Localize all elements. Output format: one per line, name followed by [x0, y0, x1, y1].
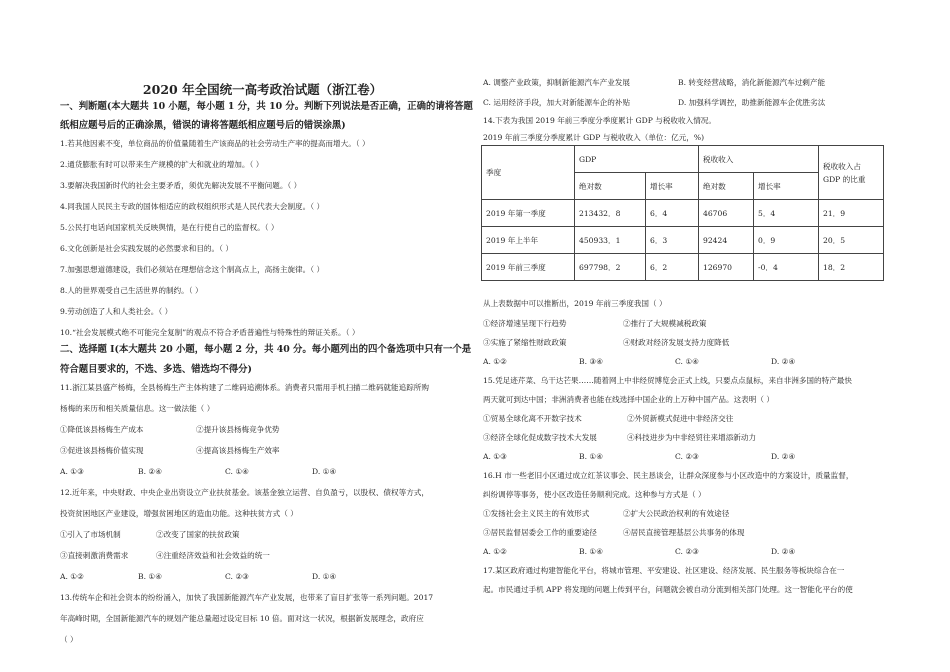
q13-stem-line1: 13.传统车企和社会资本的纷纷涌入，加快了我国新能源汽车产业发展，也带来了盲目扩张等一系列问题。2017 — [60, 593, 434, 602]
cell-ratio: 18．2 — [819, 254, 884, 281]
q13-option-c[interactable]: C. 运用经济手段，加大对新能源车企的补贴 — [483, 98, 631, 107]
q13-stem-line2: 年高峰时期，全国新能源汽车的规划产能总量超过设定目标 10 倍。面对这一状况，根据新发展理念，政府应 — [60, 614, 424, 623]
cell-period: 2019 年前三季度 — [482, 254, 575, 281]
header-tax-abs: 绝对数 — [699, 173, 754, 200]
q15-option-d[interactable]: D. ②④ — [771, 452, 796, 461]
cell-period: 2019 年第一季度 — [482, 200, 575, 227]
q15-statement-2: ②外贸新模式促进中非经济交往 — [627, 414, 734, 423]
q11-stem-line1: 11.浙江某县盛产杨梅，全县杨梅生产主体构建了二维码追溯体系。消费者只需用手机扫描二维码就能追踪所购 — [60, 383, 429, 392]
judgment-item-4: 4.同我国人民民主专政的国体相适应的政权组织形式是人民代表大会制度。（ ） — [60, 202, 325, 211]
q14-option-d[interactable]: D. ②④ — [771, 357, 796, 366]
q13-option-d[interactable]: D. 加强科学调控，助推新能源车企优胜劣汰 — [678, 98, 826, 107]
q17-stem-line2: 起。市民通过手机 APP 将发现的问题上传到平台，问题就会被自动分流到相关部门处理。这一智能化平台的使 — [483, 585, 853, 594]
q15-stem-line1: 15.凭足迹芹菜、乌干达芒果……随着网上中非经贸博览会正式上线，只要点点鼠标，来自非洲多国的特产最快 — [483, 376, 852, 385]
table-row — [482, 254, 884, 281]
judgment-item-3: 3.要解决我国新时代的社会主要矛盾，须优先解决发展不平衡问题。（ ） — [60, 181, 302, 190]
cell-tax-rate: 5．4 — [754, 200, 819, 227]
q12-statement-1: ①引入了市场机制 — [60, 530, 121, 539]
q12-option-c[interactable]: C. ②③ — [225, 572, 249, 581]
cell-gdp-rate: 6．4 — [646, 200, 699, 227]
judgment-item-9: 9.劳动创造了人和人类社会。（ ） — [60, 307, 173, 316]
header-period: 季度 — [482, 146, 575, 200]
cell-tax-abs: 126970 — [699, 254, 754, 281]
cell-tax-abs: 92424 — [699, 227, 754, 254]
cell-tax-abs: 46706 — [699, 200, 754, 227]
table-row — [482, 227, 884, 254]
q16-options — [483, 547, 867, 557]
q16-option-a[interactable]: A. ①② — [483, 547, 507, 556]
q14-stem: 14.下表为我国 2019 年前三季度分季度累计 GDP 与税收收入情况。 — [483, 116, 716, 125]
cell-ratio: 20．5 — [819, 227, 884, 254]
q16-statement-4: ④居民直接管理基层公共事务的体现 — [623, 528, 745, 537]
header-ratio: 税收收入占 GDP 的比重 — [819, 146, 884, 200]
q11-statement-4: ④提高该县杨梅生产效率 — [196, 446, 280, 455]
section2-heading-line2: 符合题目要求的，不选、多选、错选均不得分) — [60, 364, 252, 375]
section2-heading-line1: 二、选择题 I(本大题共 20 小题，每小题 2 分，共 40 分。每小题列出的四个备选项中只有一个是 — [60, 344, 472, 355]
cell-gdp-rate: 6．2 — [646, 254, 699, 281]
q14-options — [483, 357, 867, 367]
q16-statement-2: ②扩大公民政治权利的有效途径 — [623, 509, 730, 518]
q14-statement-3: ③实施了紧缩性财政政策 — [483, 338, 567, 347]
q12-stem-line2: 投资贫困地区产业建设，增强贫困地区的造血功能。这种扶贫方式（ ） — [60, 509, 298, 518]
q11-stem-line2: 杨梅的来历和相关质量信息。这一做法能（ ） — [60, 404, 215, 413]
q14-statement-4: ④财政对经济发展支持力度降低 — [623, 338, 730, 347]
q14-option-b[interactable]: B. ③④ — [579, 357, 604, 366]
judgment-item-8: 8.人的世界观受自己生活世界的制约。（ ） — [60, 286, 203, 295]
q11-statement-1: ①降低该县杨梅生产成本 — [60, 425, 144, 434]
q12-statement-3: ③直接刺激消费需求 — [60, 551, 129, 560]
judgment-item-7: 7.加强思想道德建设，我们必须站在理想信念这个制高点上，高扬主旋律。（ ） — [60, 265, 325, 274]
header-tax: 税收收入 — [699, 146, 819, 173]
judgment-item-10: 10.“社会发展模式绝不可能完全复制”的观点不符合矛盾普遍性与特殊性的辩证关系。（ ） — [60, 328, 360, 337]
judgment-item-1: 1.若其他因素不变，单位商品的价值量随着生产该商品的社会劳动生产率的提高而增大。（ ） — [60, 139, 370, 148]
q16-option-b[interactable]: B. ①④ — [579, 547, 604, 556]
q14-question: 从上表数据中可以推断出，2019 年前三季度我国（ ） — [483, 299, 667, 308]
q12-statement-4: ④注重经济效益和社会效益的统一 — [156, 551, 270, 560]
q16-statement-3: ③居民监督居委会工作的重要途径 — [483, 528, 597, 537]
q15-options — [483, 452, 867, 462]
q11-statement-2: ②提升该县杨梅竞争优势 — [196, 425, 280, 434]
section1-heading-line1: 一、判断题(本大题共 10 小题，每小题 1 分，共 10 分。判断下列说法是否正确，正确的请将答题 — [60, 101, 473, 112]
q11-option-a[interactable]: A. ①③ — [60, 467, 84, 476]
q14-statement-2: ②推行了大规模减税政策 — [623, 319, 707, 328]
q11-options — [60, 467, 399, 477]
section1-heading-line2: 纸相应题号后的正确涂黑，错误的请将答题纸相应题号后的错误涂黑) — [60, 120, 346, 131]
q15-option-b[interactable]: B. ①④ — [579, 452, 604, 461]
q14-table-caption: 2019 年前三季度分季度累计 GDP 与税收收入（单位：亿元，%) — [483, 133, 705, 142]
q16-stem-line1: 16.H 市一些老旧小区通过成立红茶议事会、民主恳谈会，让群众深度参与小区改造中的方案设计，质量监督， — [483, 471, 854, 480]
q15-statement-4: ④科技进步为中非经贸往来增添新动力 — [627, 433, 757, 442]
q15-statement-1: ①贸易全球化离不开数字技术 — [483, 414, 582, 423]
cell-tax-rate: 0．9 — [754, 227, 819, 254]
cell-gdp-abs: 213432．8 — [575, 200, 646, 227]
q12-options — [60, 572, 399, 582]
q15-option-c[interactable]: C. ②③ — [675, 452, 699, 461]
q16-stem-line2: 纠纷调停等事务，使小区改造任务顺利完成。这种参与方式是（ ） — [483, 490, 706, 499]
q14-option-c[interactable]: C. ①④ — [675, 357, 699, 366]
q13-option-b[interactable]: B. 转变经营战略，消化新能源汽车过剩产能 — [678, 78, 826, 87]
judgment-item-2: 2.通货膨胀有时可以带来生产规模的扩大和就业的增加。（ ） — [60, 160, 264, 169]
cell-gdp-abs: 697798．2 — [575, 254, 646, 281]
q15-statement-3: ③经济全球化促成数字技术大发展 — [483, 433, 597, 442]
cell-gdp-rate: 6．3 — [646, 227, 699, 254]
header-gdp: GDP — [575, 146, 699, 173]
q15-stem-line2: 两天就可到达中国；非洲消费者也能在线选择中国企业的上万种中国产品。这表明（ ） — [483, 395, 774, 404]
table-row — [482, 200, 884, 227]
q16-statement-1: ①发扬社会主义民主的有效形式 — [483, 509, 590, 518]
cell-period: 2019 年上半年 — [482, 227, 575, 254]
q16-option-c[interactable]: C. ②③ — [675, 547, 699, 556]
q11-option-b[interactable]: B. ②④ — [138, 467, 163, 476]
header-gdp-abs: 绝对数 — [575, 173, 646, 200]
q12-option-b[interactable]: B. ①④ — [138, 572, 163, 581]
judgment-item-5: 5.公民打电话向国家机关反映舆情，是在行使自己的监督权。（ ） — [60, 223, 279, 232]
cell-gdp-abs: 450933．1 — [575, 227, 646, 254]
header-gdp-rate: 增长率 — [646, 173, 699, 200]
q16-option-d[interactable]: D. ②④ — [771, 547, 796, 556]
judgment-item-6: 6.文化创新是社会实践发展的必然要求和目的。（ ） — [60, 244, 233, 253]
q14-statement-1: ①经济增速呈现下行趋势 — [483, 319, 567, 328]
cell-tax-rate: -0．4 — [754, 254, 819, 281]
header-tax-rate: 增长率 — [754, 173, 819, 200]
q12-statement-2: ②改变了国家的扶贫政策 — [156, 530, 240, 539]
q12-option-a[interactable]: A. ①② — [60, 572, 84, 581]
q12-stem-line1: 12.近年来，中央财政、中央企业出资设立产业扶贫基金。该基金独立运营、自负盈亏，以股权、债权等方式， — [60, 488, 429, 497]
q11-option-d[interactable]: D. ①④ — [312, 467, 337, 476]
q11-statement-3: ③促进该县杨梅价值实现 — [60, 446, 144, 455]
q11-option-c[interactable]: C. ①④ — [225, 467, 249, 476]
page-title: 2020 年全国统一高考政治试题（浙江卷） — [142, 82, 383, 97]
q13-option-a[interactable]: A. 调整产业政策，抑制新能源汽车产业发展 — [483, 78, 630, 87]
cell-ratio: 21．9 — [819, 200, 884, 227]
q14-option-a[interactable]: A. ①② — [483, 357, 507, 366]
q15-option-a[interactable]: A. ①③ — [483, 452, 507, 461]
q13-stem-line3: （ ） — [60, 635, 78, 644]
q17-stem-line1: 17.某区政府通过构建智能化平台，将城市管理、平安建设、社区建设、经济发展、民生服务等板块综合在一 — [483, 566, 845, 575]
q12-option-d[interactable]: D. ①④ — [312, 572, 337, 581]
gdp-tax-table — [481, 145, 884, 281]
